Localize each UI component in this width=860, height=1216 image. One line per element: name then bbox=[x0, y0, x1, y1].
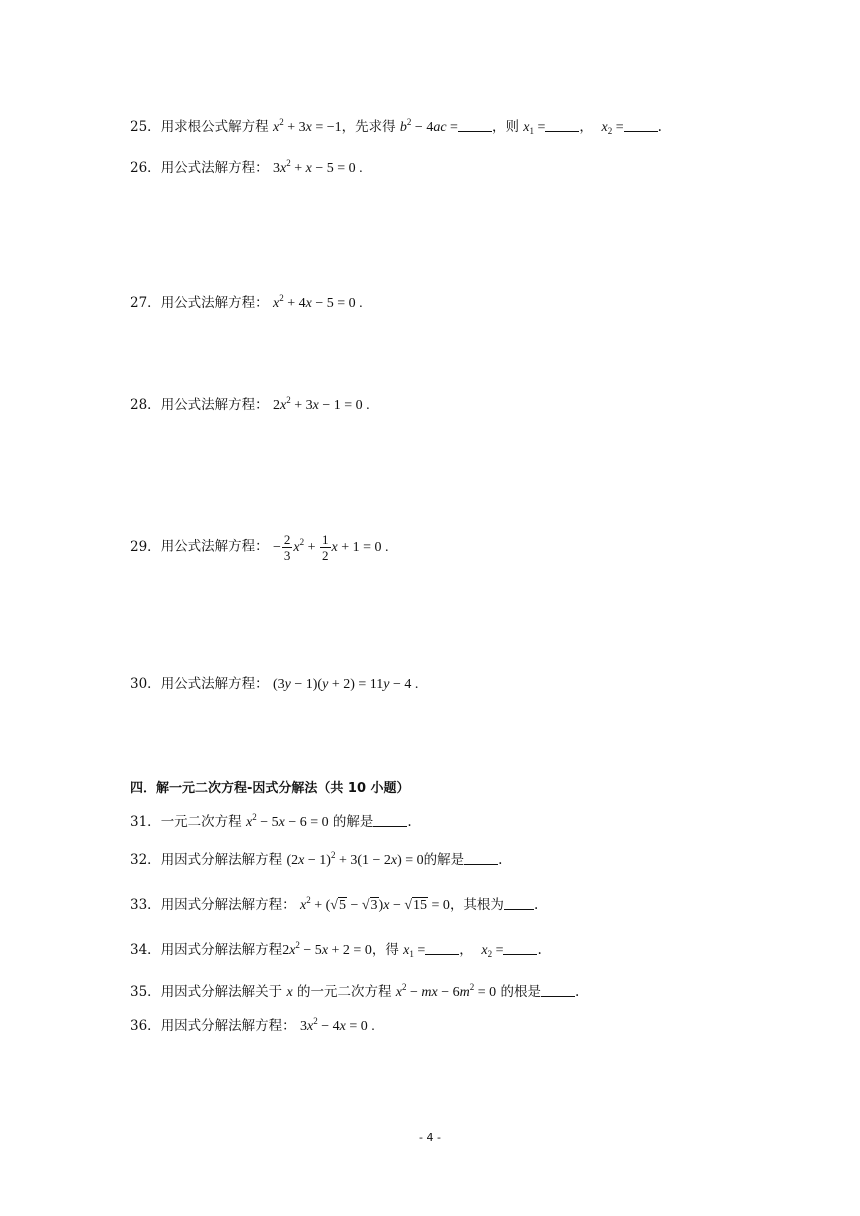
root-x2-label: $x_2$ = bbox=[481, 943, 504, 959]
problem-text: 用求根公式解方程 bbox=[160, 119, 269, 135]
equation: − $\frac{2}{3}$ $x^2$ + $\frac{1}{2}$ x + 1 = 0 . bbox=[272, 532, 389, 563]
problem-number: 36． bbox=[130, 1018, 161, 1034]
problem-26 bbox=[130, 158, 363, 179]
problem-text: 的根是 bbox=[500, 984, 541, 1000]
problem-number: 30． bbox=[130, 676, 161, 692]
fraction: $\frac{2}{3}$ bbox=[283, 532, 291, 563]
problem-number: 35． bbox=[130, 984, 161, 1000]
problem-number: 31． bbox=[130, 814, 161, 830]
equation: $x^2 + (√5 - √3)x - √15 = 0$ bbox=[299, 895, 450, 913]
answer-blank[interactable] bbox=[504, 896, 534, 910]
problem-text: ，其根为 bbox=[449, 897, 504, 913]
problem-text: 用公式法解方程： bbox=[160, 676, 269, 692]
problem-text: 的一元二次方程 bbox=[297, 984, 392, 1000]
problem-34: 34．用因式分解法解方程$2x^2 - 5x + 2 = 0$，得 $x_1$ = ， $x_2$ = . bbox=[130, 940, 542, 959]
equation: $x^2$ − mx − $6m^2 = 0$ bbox=[395, 982, 497, 1000]
variable-x: x bbox=[286, 985, 293, 1000]
problem-number: 34． bbox=[130, 942, 161, 958]
problem-number: 29． bbox=[130, 538, 161, 555]
problem-35: 35．用因式分解法解关于 x 的一元二次方程 $x^2$ − mx − $6m^2 = 0$ 的根是 . bbox=[130, 982, 580, 1000]
problem-text: 用因式分解法解方程 bbox=[160, 852, 283, 868]
equation: $2x^2 - 5x + 2 = 0$ bbox=[282, 940, 372, 958]
problem-number: 32． bbox=[130, 852, 161, 868]
equation: $3x^2 + x - 5 = 0$ . bbox=[272, 158, 363, 176]
problem-text: 用因式分解法解方程： bbox=[160, 897, 296, 913]
answer-blank-x2[interactable] bbox=[503, 941, 537, 955]
problem-text: 用公式法解方程： bbox=[160, 538, 269, 555]
problem-29 bbox=[130, 532, 389, 563]
answer-blank[interactable] bbox=[373, 813, 407, 827]
problem-text: 用公式法解方程： bbox=[160, 160, 269, 176]
answer-blank-x1[interactable] bbox=[425, 941, 459, 955]
equation: $3x^2 - 4x = 0$ . bbox=[299, 1016, 375, 1034]
equation: $(2x - 1)^2 + 3(1 - 2x) = 0$ bbox=[286, 850, 424, 868]
equation: $2x^2 + 3x - 1 = 0$ . bbox=[272, 395, 370, 413]
page-number: - 4 - bbox=[419, 1131, 441, 1144]
problem-text: ，则 bbox=[491, 119, 519, 135]
problem-text: ，先求得 bbox=[341, 119, 396, 135]
answer-blank-x1[interactable] bbox=[545, 118, 579, 132]
problem-text: 的解是 bbox=[332, 814, 374, 830]
problem-number: 26． bbox=[130, 160, 161, 176]
problem-27 bbox=[130, 293, 363, 314]
problem-number: 27． bbox=[130, 295, 161, 311]
problem-28 bbox=[130, 395, 370, 416]
problem-text: 用公式法解方程： bbox=[160, 295, 269, 311]
answer-blank[interactable] bbox=[464, 851, 498, 865]
fraction: $\frac{1}{2}$ bbox=[322, 532, 329, 563]
problem-text: 的解是 bbox=[423, 852, 465, 868]
problem-32: 32．用因式分解法解方程 $(2x - 1)^2 + 3(1 - 2x) = 0$的解是 . bbox=[130, 850, 503, 868]
problem-number: 25． bbox=[130, 119, 161, 135]
equation: $x^2 + 4x - 5 = 0$ . bbox=[272, 293, 363, 311]
root-x1-label: $x_1$ = bbox=[403, 943, 426, 959]
problem-text: 用公式法解方程： bbox=[160, 397, 269, 413]
problem-33: 33．用因式分解法解方程： $x^2 + (√5 - √3)x - √15 = 0$，其根为 . bbox=[130, 895, 539, 913]
answer-blank-x2[interactable] bbox=[624, 118, 658, 132]
problem-text: ，得 bbox=[371, 942, 399, 958]
problem-31: 31．一元二次方程 $x^2 - 5x - 6 = 0$ 的解是 . bbox=[130, 812, 412, 830]
problem-text: 用因式分解法解方程 bbox=[160, 942, 283, 958]
problem-36 bbox=[130, 1016, 375, 1037]
problem-number: 28． bbox=[130, 397, 161, 413]
root-x1-label: $x_1$ = bbox=[523, 120, 546, 136]
problem-number: 33． bbox=[130, 897, 161, 913]
problem-25: 25．用求根公式解方程 $x^2 + 3x = -1$，先求得 $b^2 - 4ac$ = ，则 $x_1$ = ， $x_2$ = . bbox=[130, 117, 662, 136]
equation: $x^2 + 3x = -1$ bbox=[272, 117, 342, 135]
discriminant-expression: $b^2 - 4ac$ = bbox=[399, 117, 458, 135]
answer-blank[interactable] bbox=[541, 983, 575, 997]
equation: $x^2 - 5x - 6 = 0$ bbox=[245, 812, 329, 830]
problem-text: 一元二次方程 bbox=[160, 814, 242, 830]
answer-blank-discriminant[interactable] bbox=[458, 118, 492, 132]
problem-text: 用因式分解法解方程： bbox=[160, 1018, 296, 1034]
problem-text: 用因式分解法解关于 bbox=[160, 984, 283, 1000]
problem-30 bbox=[130, 674, 418, 695]
section-heading: 四．解一元二次方程-因式分解法（共 10 小题） bbox=[130, 781, 410, 796]
root-x2-label: $x_2$ = bbox=[601, 120, 624, 136]
equation: (3y − 1)(y + 2) = 11y − 4 . bbox=[272, 677, 419, 692]
